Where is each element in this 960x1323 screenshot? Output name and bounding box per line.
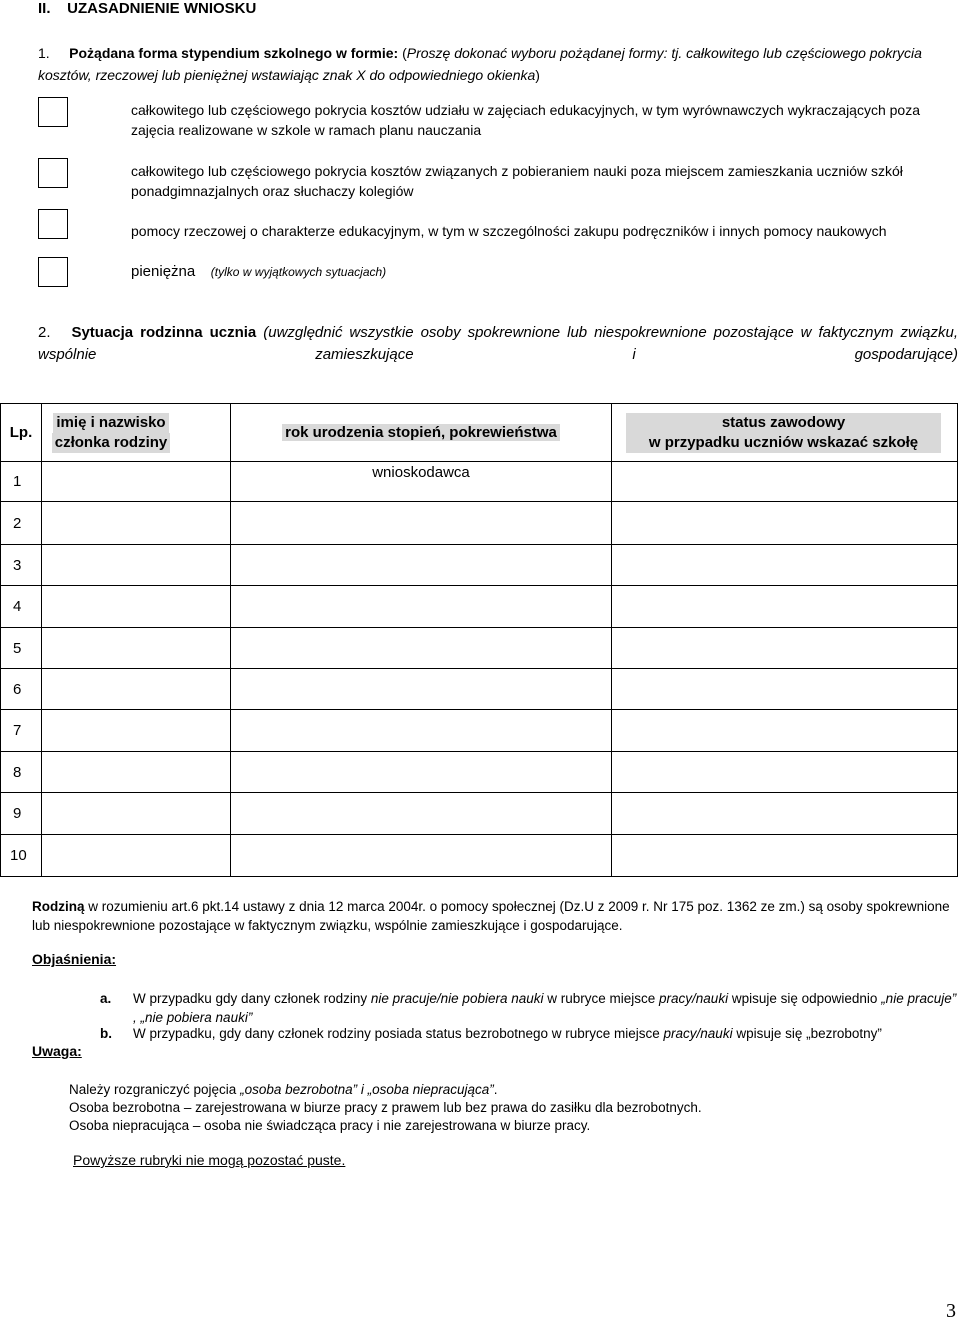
header-year [231, 404, 612, 462]
row-4-name-cell[interactable] [42, 586, 231, 628]
option-4-note: (tylko w wyjątkowych sytuacjach) [210, 265, 387, 279]
option-3-label: pomocy rzeczowej o charakterze edukacyjnym, w tym w szczególności zakupu podręczników i innych pomocy naukowych [131, 223, 887, 239]
row-2-year-cell[interactable] [231, 502, 612, 545]
row-8-year-cell[interactable] [231, 752, 612, 793]
table-row [1, 710, 958, 752]
table-row [1, 835, 958, 877]
row-10-status-cell[interactable] [612, 835, 958, 877]
header-name-line1: imię i nazwisko [53, 413, 168, 433]
row-8-name-cell[interactable] [42, 752, 231, 793]
row-7-year-cell[interactable] [231, 710, 612, 752]
header-status-line1: status zawodowy [721, 413, 846, 431]
option-3-checkbox[interactable] [38, 209, 68, 239]
note-a-part4: pracy/nauki [659, 991, 729, 1006]
note-a-text [133, 989, 958, 1027]
question-1 [38, 42, 958, 86]
question-2-number: 2. [38, 324, 51, 341]
row-4-status-cell[interactable] [612, 586, 958, 628]
row-3-year-cell[interactable] [231, 545, 612, 586]
family-definition [32, 897, 958, 935]
table-header-row [1, 404, 958, 462]
header-status-line2: w przypadku uczniów wskazać szkołę [648, 433, 919, 451]
note-a-part3: w rubryce miejsce [543, 991, 660, 1006]
row-7-name-cell[interactable] [42, 710, 231, 752]
note-b-mark: b. [100, 1026, 112, 1041]
table-row [1, 628, 958, 669]
row-10-year-cell[interactable] [231, 835, 612, 877]
note-a-mark: a. [100, 991, 112, 1006]
option-1-checkbox[interactable] [38, 97, 68, 127]
row-9-name-cell[interactable] [42, 793, 231, 835]
row-4-year-cell[interactable] [231, 586, 612, 628]
note-a-part1: W przypadku gdy dany członek rodziny [133, 991, 371, 1006]
row-7-status-cell[interactable] [612, 710, 958, 752]
paragraph-1-e: . [493, 1082, 498, 1097]
question-2-detail: (uwzględnić wszystkie osoby spokrewnione lub niespokrewnione pozostające w faktycznym związku, wspólnie zamieszkujące i gospodarujące) [38, 324, 958, 363]
page-number: 3 [946, 1300, 956, 1322]
family-table [0, 403, 958, 877]
table-row [1, 793, 958, 835]
row-1-year-cell[interactable]: wnioskodawca [231, 462, 612, 502]
row-2-lp: 2 [1, 502, 42, 545]
final-notice [73, 1152, 345, 1168]
explanations-label: Objaśnienia: [32, 951, 117, 967]
note-a [100, 989, 958, 1027]
table-row [1, 752, 958, 793]
note-b [100, 1024, 958, 1044]
table-row [1, 462, 958, 502]
header-year-text: rok urodzenia stopień, pokrewieństwa [282, 424, 560, 441]
note-b-part2: pracy/nauki [663, 1026, 733, 1041]
paragraph-3: Osoba niepracująca – osoba nie świadcząca pracy i nie zarejestrowana w biurze pracy. [69, 1118, 591, 1133]
row-10-name-cell[interactable] [42, 835, 231, 877]
definition-term: Rodziną [32, 899, 85, 914]
note-b-text [133, 1024, 958, 1043]
row-1-status-cell[interactable] [612, 462, 958, 502]
header-name [42, 404, 181, 462]
question-1-number: 1. [38, 45, 50, 61]
row-1-name-cell[interactable] [42, 462, 231, 502]
note-a-part2: nie pracuje/nie pobiera nauki [370, 991, 544, 1006]
row-1-lp: 1 [1, 462, 42, 502]
row-8-lp: 8 [1, 752, 42, 793]
row-4-lp: 4 [1, 586, 42, 628]
paragraph-1-d: „osoba niepracująca” [367, 1082, 494, 1097]
question-1-heading: Pożądana forma stypendium szkolnego w formie: [69, 45, 399, 61]
row-9-status-cell[interactable] [612, 793, 958, 835]
option-4-checkbox[interactable] [38, 257, 68, 287]
note-a-part6: „nie pracuje” , „nie pobiera nauki” [133, 991, 957, 1025]
row-6-lp: 6 [1, 669, 42, 710]
question-2 [38, 322, 958, 366]
paragraph-1-b: „osoba bezrobotna” [240, 1082, 358, 1097]
paragraph-1-c: i [357, 1082, 368, 1097]
row-3-status-cell[interactable] [612, 545, 958, 586]
row-5-year-cell[interactable] [231, 628, 612, 669]
header-lp: Lp. [1, 404, 42, 462]
header-name-line2: członka rodziny [52, 433, 171, 453]
instruction-open-paren: ( [402, 45, 407, 61]
paragraph-2: Osoba bezrobotna – zarejestrowana w biurze pracy z prawem lub bez prawa do zasiłku dla bezrobotnych. [69, 1100, 702, 1115]
note-b-part3: wpisuje się „bezrobotny” [732, 1026, 882, 1041]
instruction-close-paren: ) [535, 67, 540, 83]
option-2-checkbox[interactable] [38, 158, 68, 188]
option-4-text: pieniężna [131, 263, 196, 280]
option-2-label: całkowitego lub częściowego pokrycia kosztów związanych z pobieraniem nauki poza miejscem zamieszkania uczniów szkół ponadgimnazjalnych oraz słuchaczy kolegiów [131, 163, 903, 199]
row-5-lp: 5 [1, 628, 42, 669]
notice-label: Uwaga: [32, 1043, 82, 1059]
note-a-part5: wpisuje się odpowiednio [728, 991, 882, 1006]
paragraph-1 [69, 1080, 958, 1099]
row-8-status-cell[interactable] [612, 752, 958, 793]
header-spacer [180, 404, 231, 462]
table-row [1, 669, 958, 710]
definition-text: w rozumieniu art.6 pkt.14 ustawy z dnia 12 marca 2004r. o pomocy społecznej (Dz.U z 2009 r. Nr 175 poz. 1362 ze zm.) są osoby spokrewnione lub niespokrewnione pozostające w faktycznym związku, wspólnie zamieszkujące i gospodarujące. [32, 899, 950, 933]
table-row [1, 545, 958, 586]
row-6-name-cell[interactable] [42, 669, 231, 710]
row-2-status-cell[interactable] [612, 502, 958, 545]
row-9-year-cell[interactable] [231, 793, 612, 835]
question-1-instruction: Proszę dokonać wyboru pożądanej formy: tj. całkowitego lub częściowego pokrycia kosztów, rzeczowej lub pieniężnej wstawiając znak X do odpowiedniego okienka [38, 45, 922, 83]
row-6-status-cell[interactable] [612, 669, 958, 710]
row-6-year-cell[interactable] [231, 669, 612, 710]
final-notice-text: Powyższe rubryki nie mogą pozostać puste. [73, 1152, 346, 1168]
note-b-part1: W przypadku, gdy dany członek rodziny posiada status bezrobotnego w rubryce miejsce [133, 1026, 664, 1041]
option-4-label [131, 261, 958, 282]
row-3-name-cell[interactable] [42, 545, 231, 586]
row-7-lp: 7 [1, 710, 42, 752]
row-9-lp: 9 [1, 793, 42, 835]
row-5-name-cell[interactable] [42, 628, 231, 669]
row-2-name-cell[interactable] [42, 502, 231, 545]
section-title: II. UZASADNIENIE WNIOSKU [38, 0, 257, 17]
option-1-label: całkowitego lub częściowego pokrycia kosztów udziału w zajęciach edukacyjnych, w tym wyrównawczych wykraczających poza zajęcia realizowane w szkole w ramach planu nauczania [131, 102, 920, 138]
table-row [1, 502, 958, 545]
paragraph-1-a: Należy rozgraniczyć pojęcia [69, 1082, 241, 1097]
row-3-lp: 3 [1, 545, 42, 586]
header-status [612, 404, 958, 462]
row-5-status-cell[interactable] [612, 628, 958, 669]
row-10-lp: 10 [1, 835, 42, 877]
table-row [1, 586, 958, 628]
question-2-heading: Sytuacja rodzinna ucznia [71, 324, 257, 341]
